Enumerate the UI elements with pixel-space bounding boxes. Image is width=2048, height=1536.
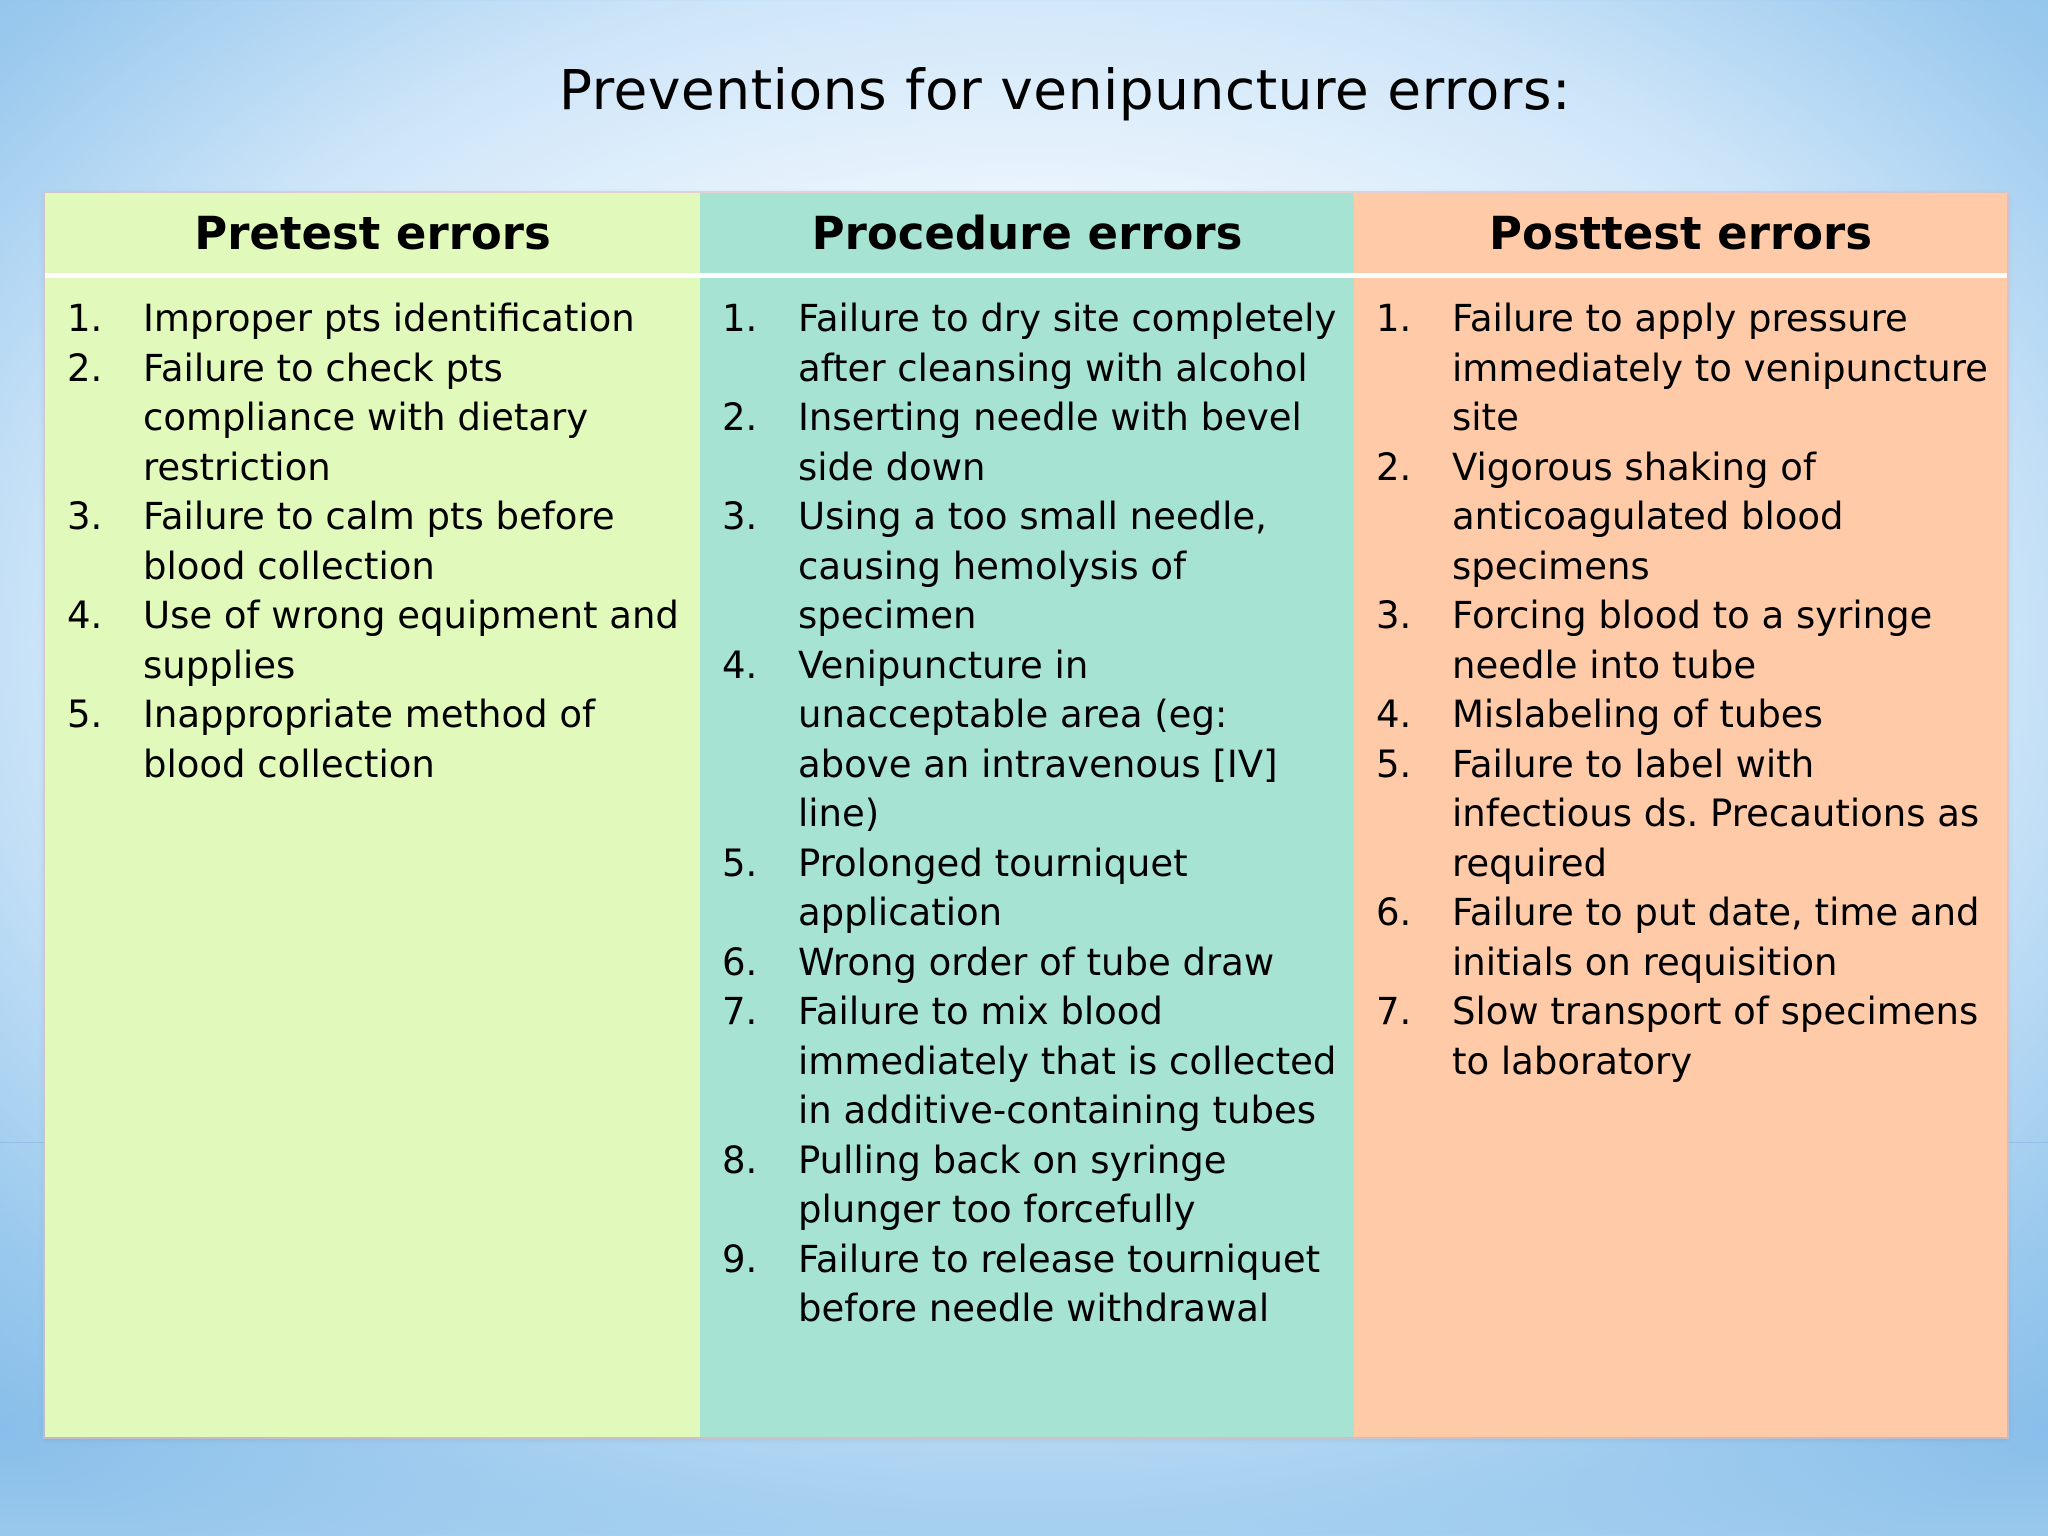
- item-number: 2.: [722, 396, 758, 439]
- column-header-title: Procedure errors: [811, 206, 1243, 260]
- item-number: 2.: [1376, 445, 1412, 489]
- item-text: Failure to check pts compliance with dietary restriction: [143, 346, 589, 489]
- item-text: Failure to mix blood immediately that is collected in additive-containing tubes: [798, 990, 1337, 1132]
- list-item: [1376, 987, 1993, 1086]
- list-item: [67, 294, 686, 344]
- list-item: [722, 492, 1340, 641]
- item-text: Failure to calm pts before blood collection: [143, 495, 615, 588]
- list-item: [1376, 591, 1993, 690]
- item-text: Venipuncture in unacceptable area (eg: above an intravenous [IV] line): [798, 643, 1278, 835]
- list-item: [722, 641, 1340, 839]
- item-number: 5.: [1376, 742, 1412, 786]
- error-list: [45, 278, 700, 789]
- error-list: [700, 278, 1354, 1334]
- item-number: 2.: [67, 346, 103, 390]
- list-item: [67, 591, 686, 690]
- item-text: Failure to dry site completely after cleansing with alcohol: [798, 297, 1337, 390]
- list-item: [67, 690, 686, 789]
- error-list: [1354, 278, 2007, 1086]
- item-number: 1.: [1376, 297, 1412, 340]
- item-number: 4.: [1376, 693, 1412, 736]
- item-number: 5.: [67, 693, 103, 736]
- column-header-title: Posttest errors: [1489, 206, 1872, 260]
- column-header-title: Pretest errors: [194, 206, 551, 260]
- list-item: [67, 492, 686, 591]
- list-item: [1376, 294, 1993, 443]
- slide-title: Preventions for venipuncture errors:: [558, 58, 1572, 122]
- item-text: Use of wrong equipment and supplies: [143, 594, 679, 687]
- item-number: 6.: [1376, 891, 1412, 934]
- item-number: 4.: [722, 643, 758, 687]
- item-text: Vigorous shaking of anticoagulated blood specimens: [1452, 445, 1844, 588]
- item-text: Failure to release tourniquet before needle withdrawal: [798, 1237, 1321, 1330]
- item-number: 9.: [722, 1237, 758, 1281]
- list-item: [722, 839, 1340, 938]
- item-number: 1.: [722, 297, 758, 340]
- item-number: 1.: [67, 297, 103, 340]
- item-number: 6.: [722, 940, 758, 984]
- item-number: 8.: [722, 1138, 758, 1182]
- item-text: Improper pts identification: [143, 297, 635, 340]
- list-item: [1376, 443, 1993, 592]
- column-pretest-errors: [45, 193, 700, 1437]
- errors-table: [45, 193, 2007, 1437]
- column-header: [700, 193, 1354, 278]
- item-text: Failure to label with infectious ds. Precautions as required: [1452, 742, 1980, 885]
- item-text: Forcing blood to a syringe needle into tube: [1452, 594, 1933, 687]
- list-item: [722, 393, 1340, 492]
- list-item: [722, 1235, 1340, 1334]
- item-text: Inappropriate method of blood collection: [143, 693, 596, 786]
- slide-bottom-glow: [0, 1426, 2048, 1536]
- list-item: [1376, 690, 1993, 740]
- item-text: Pulling back on syringe plunger too forcefully: [798, 1138, 1227, 1231]
- item-text: Slow transport of specimens to laboratory: [1452, 990, 1979, 1083]
- list-item: [722, 987, 1340, 1136]
- item-number: 4.: [67, 594, 103, 637]
- item-number: 3.: [722, 495, 758, 538]
- column-header: [1354, 193, 2007, 278]
- item-text: Failure to apply pressure immediately to venipuncture site: [1452, 297, 1988, 439]
- item-number: 3.: [67, 495, 103, 538]
- item-number: 7.: [1376, 990, 1412, 1033]
- item-number: 3.: [1376, 594, 1412, 637]
- list-item: [1376, 888, 1993, 987]
- list-item: [722, 938, 1340, 988]
- item-number: 5.: [722, 841, 758, 885]
- column-posttest-errors: [1354, 193, 2007, 1437]
- column-procedure-errors: [700, 193, 1354, 1437]
- item-text: Mislabeling of tubes: [1452, 693, 1823, 736]
- item-number: 7.: [722, 990, 758, 1033]
- list-item: [722, 294, 1340, 393]
- item-text: Failure to put date, time and initials on requisition: [1452, 891, 1980, 984]
- list-item: [722, 1136, 1340, 1235]
- list-item: [67, 344, 686, 493]
- item-text: Wrong order of tube draw: [798, 940, 1275, 984]
- item-text: Prolonged tourniquet application: [798, 841, 1188, 934]
- list-item: [1376, 740, 1993, 889]
- column-header: [45, 193, 700, 278]
- item-text: Inserting needle with bevel side down: [798, 396, 1302, 489]
- item-text: Using a too small needle, causing hemolysis of specimen: [798, 495, 1267, 637]
